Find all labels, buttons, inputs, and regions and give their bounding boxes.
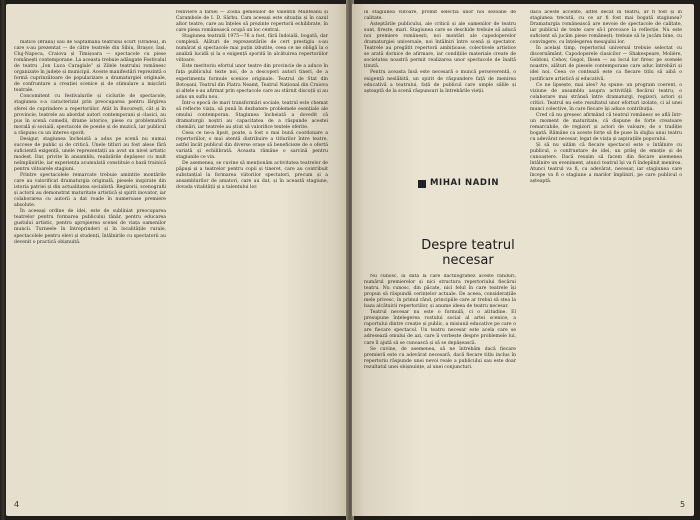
left-page bbox=[6, 4, 348, 516]
right-column-1-bottom bbox=[364, 274, 516, 510]
paragraph: Într-o epocă de mari transformări sociale, teatrul este chemat să reflecte viața, să pună în dezbatere problemele esențiale ale omului contemporan. Stagiunea încheiată a dovedit că dramaturgii noștri au capacitatea de a răspunde acestei chemări, iar teatrele au știut să valorifice textele oferite. bbox=[176, 100, 328, 130]
paragraph: reinviere a farsei — Zodia gemenilor de Valentin Munteanu și Carambole de I. D. Sârbu. Cam aceeași este situația și în cazul altor teatre, care au înțeles să prezinte repertorii echilibrate, în care piesa românească ocupă un loc central. bbox=[176, 10, 328, 34]
paragraph: Ceea ce ne-a lipsit, poate, a fost o mai bună coordonare a repertoriilor, o mai atentă distribuire a titlurilor între teatre, astfel încât publicul din diverse orașe să beneficieze de o ofertă variată și echilibrată. Aceasta rămâne o sarcină pentru stagiunile ce vin. bbox=[176, 130, 328, 161]
paragraph: în stagiunea viitoare, promit selecția unor noi sezoane de calitate. bbox=[364, 10, 516, 22]
paragraph: Se cuvine, de asemenea, să ne întrebăm dacă fiecare premieră este cu adevărat necesară, dacă fiecare titlu inclus în repertoriu răspunde unei nevoi reale a publicului sau este doar rezultatul unei obișnuințe, al unei conjuncturi. bbox=[364, 346, 516, 370]
paragraph: Teatrul necesar nu este o formulă, ci o atitudine. El presupune înțelegerea rostului social al artei scenice, a raportului dintre creație și public, a misiunii educative pe care o are fiecare spectacol. Un teatru necesar este acela care se adresează omului de azi, care îi vorbește despre problemele lui, care îl ajută să se cunoască și să se depășească. bbox=[364, 310, 516, 346]
right-page bbox=[352, 4, 694, 516]
author-name: MIHAI NADIN bbox=[430, 178, 500, 188]
left-column-1 bbox=[14, 40, 166, 495]
paragraph: dacă aceste accente, altfel decât în teatru, ar fi fost și în stagiunea trecută, cu ce ar fi fost mai bogată stagiunea? Dramaturgia românească are nevoie de spectacole de calitate, iar publicul de texte care să-l provoace la reflecție. Nu este suficient să jucăm piese românești; trebuie să le jucăm bine, cu convingere, cu înțelegerea mesajului lor. bbox=[530, 10, 682, 46]
page-number: 4 bbox=[14, 500, 20, 509]
paragraph: Așteptările publicului, ale criticii și ale oamenilor de teatru sunt, firește, mari. Stagiunea care se deschide trebuie să aducă noi premiere românești, noi montări ale capodoperelor dramaturgiei universale, noi întâlniri între scenă și spectator. Teatrele au pregătit repertorii ambițioase, colectivele artistice se arată dornice de afirmare, iar condițiile materiale create de societatea noastră permit realizarea unor spectacole de înaltă ținută. bbox=[364, 22, 516, 70]
article-title: Despre teatrul necesar bbox=[421, 238, 515, 268]
paragraph: matice (Brăila) sau de Săptămâna teatrului scurt (Oradea), în care s-au prezentat — de către teatrele din Sibiu, Brașov, Iași, Cluj-Napoca, Craiova și Timișoara — spectacole cu piese românești contemporane. La aceasta trebuie adăugate Festivalul de teatru „Ion Luca Caragiale” și Zilele teatrului românesc organizate în județe și municipii. Aceste manifestări reprezintă o formă cuprinzătoare de popularizare a dramaturgiei originale, de confruntare a creației scenice și de stimulare a mișcării teatrale. bbox=[14, 40, 166, 94]
paragraph: Pentru aceasta însă este necesară o muncă perseverentă, o exigență neslăbită, un spirit de răspundere față de menirea educativă a teatrului, față de publicul care umple sălile și așteaptă de la scenă răspunsuri la întrebările vieții. bbox=[364, 70, 516, 94]
paragraph: Cred că nu greșesc afirmând că teatrul românesc se află într-un moment de maturitate, că dispune de forțe creatoare remarcabile, de regizori și actori de valoare, de o tradiție bogată. Rămâne ca aceste forțe să fie puse în slujba unui teatru cu adevărat necesar, legat de viața și aspirațiile poporului. bbox=[530, 112, 682, 142]
paragraph: Nu cunosc, la data la care dactilografiez aceste rânduri, numărul premierelor și nici structura repertoriului fiecărui teatru. Nu cunosc, din păcate, nici felul în care teatrele își propun să răspundă cerințelor actuale. De aceea, considerațiile mele privesc, în primul rând, principiile care ar trebui să stea la baza alcătuirii repertoriilor, și anume ideea de teatru necesar. bbox=[364, 274, 516, 310]
paragraph: Desigur, stagiunea încheiată a adus pe scenă nu numai succese de public și de critică. Unele titluri au fost alese fără suficientă exigență, unele reprezentații au avut un nivel artistic modest. Dar, privite în ansamblu, realizările depășesc cu mult neîmplinirile, iar experiența acumulată constituie o bază trainică pentru viitoarele stagiuni. bbox=[14, 136, 166, 172]
page-number: 5 bbox=[680, 500, 686, 509]
paragraph: Și să nu uităm că fiecare spectacol este o întâlnire cu publicul, o confruntare de idei, un prilej de emoție și de cunoaștere. Dacă reușim să facem din fiecare asemenea întâlnire un eveniment, atunci teatrul își va fi îndeplinit menirea. Atunci teatrul va fi, cu adevărat, necesar, iar stagiunea care începe va fi o stagiune a marilor împliniri, pe care publicul o așteaptă. bbox=[530, 143, 682, 185]
left-column-2 bbox=[176, 10, 328, 466]
bullet-square-icon bbox=[418, 180, 426, 188]
article-header bbox=[364, 174, 516, 268]
paragraph: În aceeași ordine de idei, este de subliniat preocuparea teatrelor pentru formarea publicului tânăr, pentru educarea gustului artistic, pentru apropierea scenei de viața oamenilor muncii. Turneele în întreprinderi și în localitățile rurale, spectacolele pentru elevi și studenți, întâlnirile cu spectatorii au devenit o practică obișnuită. bbox=[14, 209, 166, 245]
paragraph: De asemenea, se cuvine să menționăm activitatea teatrelor de păpuși și a teatrelor pentru copii și tineret, care au contribuit substanțial la formarea viitorilor spectatori, precum și a ansamblurilor de amatori, care au dat, și în această stagiune, dovada vitalității și a talentului lor. bbox=[176, 161, 328, 191]
paragraph: Printre spectacolele remarcate trebuie amintite montările care au valorificat dramaturgia originală, piesele inspirate din istoria patriei și din actualitatea socialistă. Regizorii, scenografii și actorii au demonstrat maturitate artistică și spirit inovator, iar colaborarea cu autorii a dat roade în numeroase premiere absolute. bbox=[14, 173, 166, 209]
paragraph: Concomitent cu festivalurile și ciclurile de spectacole, stagiunea s-a caracterizat prin preocuparea pentru lărgirea sferei de cuprindere a repertoriilor. Atât în București, cât și în provincie, teatrele au abordat autori contemporani și clasici, au pus în scenă comedii, drame istorice, piese cu problematică morală și socială, spectacole de poezie și de muzică, iar publicul a răspuns cu un interes sporit. bbox=[14, 94, 166, 136]
paragraph: În același timp, repertoriul universal trebuie selectat cu discernământ. Capodoperele clasicilor — Shakespeare, Molière, Goldoni, Cehov, Gogol, Ibsen — au locul lor firesc pe scenele noastre, alături de piesele contemporane care aduc întrebări și idei noi. Ceea ce contează este ca fiecare titlu să aibă o justificare artistică și educativă. bbox=[530, 46, 682, 82]
right-column-2 bbox=[530, 10, 682, 466]
paragraph: Stagiunea teatrală 1975—76 a fost, fără îndoială, bogată, dar complexă. Alături de reprezentările de cert prestigiu s-au numărat și spectacole mai puțin izbutite, ceea ce ne obligă la o analiză lucidă și la o exigență sporită în alcătuirea repertoriilor viitoare. bbox=[176, 34, 328, 64]
paragraph: Este meritoriu efortul unor teatre din provincie de a aduce în fața publicului texte noi, de a descoperi autori tineri, de a experimenta formule scenice originale. Teatrul de Stat din Botoșani, Teatrul din Piatra Neamț, Teatrul Național din Craiova și altele s-au afirmat prin spectacole care au stârnit discuții și au adus un suflu nou. bbox=[176, 64, 328, 100]
paragraph: Ce ne lipsește, mai ales? Aș spune: un program coerent, o viziune de ansamblu asupra activității fiecărui teatru, o colaborare mai strânsă între dramaturgi, regizori, actori și critici. Teatrul nu este rezultatul unor eforturi izolate, ci al unei munci colective, în care fiecare își aduce contribuția. bbox=[530, 82, 682, 112]
